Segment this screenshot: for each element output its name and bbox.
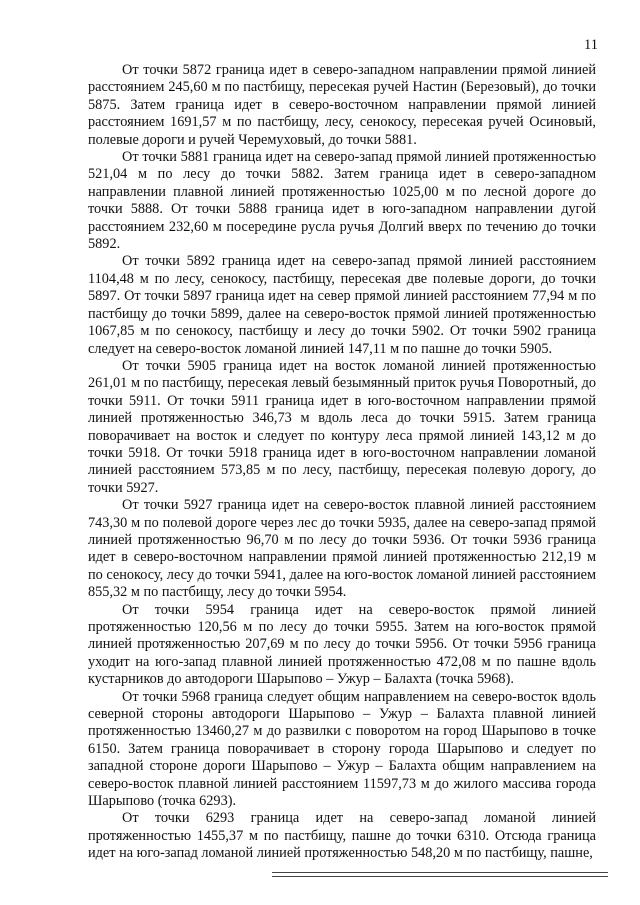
document-body	[88, 62, 596, 863]
paragraph: От точки 5927 граница идет на северо-восток плавной линией расстоянием 743,30 м по полевой дороге через лес до точки 5935, далее на северо-запад прямой линией протяженностью 96,70 м по лесу до точки 5936. От точки 5936 граница идет в северо-восточном направлении прямой линией протяженностью 212,19 м по сенокосу, лесу до точки 5941, далее на юго-восток ломаной линией расстоянием 855,32 м по пастбищу, лесу до точки 5954.	[88, 497, 596, 601]
page-number: 11	[584, 37, 598, 53]
footer-rule	[272, 872, 608, 873]
paragraph: От точки 5968 граница следует общим направлением на северо-восток вдоль северной стороны автодороги Шарыпово – Ужур – Балахта плавной линией протяженностью 13460,27 м до развилки с поворотом на город Шарыпово в точке 6150. Затем граница поворачивает в сторону города Шарыпово и следует по западной стороне дороги Шарыпово – Ужур – Балахта общим направлением на северо-восток плавной линией расстоянием 11597,73 м до жилого массива города Шарыпово (точка 6293).	[88, 688, 596, 810]
paragraph: От точки 5954 граница идет на северо-восток прямой линией протяженностью 120,56 м по лесу до точки 5955. Затем на юго-восток прямой линией протяженностью 207,69 м по лесу до точки 5956. От точки 5956 граница уходит на юго-запад плавной линией протяженностью 472,08 м по пашне вдоль кустарников до автодороги Шарыпово – Ужур – Балахта (точка 5968).	[88, 601, 596, 688]
paragraph: От точки 6293 граница идет на северо-запад ломаной линией протяженностью 1455,37 м по пастбищу, пашне до точки 6310. Отсюда граница идет на юго-запад ломаной линией протяженностью 548,20 м по пастбищу, пашне,	[88, 810, 596, 862]
paragraph: От точки 5905 граница идет на восток ломаной линией протяженностью 261,01 м по пастбищу, пересекая левый безымянный приток ручья Поворотный, до точки 5911. От точки 5911 граница идет в юго-восточном направлении прямой линией протяженностью 346,73 м вдоль леса до точки 5915. Затем граница поворачивает на восток и следует по контуру леса прямой линией 143,12 м до точки 5918. От точки 5918 граница идет в юго-восточном направлении ломаной линией расстоянием 573,85 м по лесу, пастбищу, пересекая полевую дорогу, до точки 5927.	[88, 357, 596, 496]
paragraph: От точки 5872 граница идет в северо-западном направлении прямой линией расстоянием 245,60 м по пастбищу, пересекая ручей Настин (Березовый), до точки 5875. Затем граница идет в северо-восточном направлении прямой линией расстоянием 1691,57 м по пастбищу, лесу, сенокосу, пересекая ручей Осиновый, полевые дороги и ручей Черемуховый, до точки 5881.	[88, 62, 596, 148]
footer-rule	[272, 876, 608, 877]
paragraph: От точки 5881 граница идет на северо-запад прямой линией протяженностью 521,04 м по лесу до точки 5882. Затем граница идет в северо-западном направлении плавной линией протяженностью 1025,00 м по лесной дороге до точки 5888. От точки 5888 граница идет в юго-западном направлении дугой расстоянием 232,60 м посередине русла ручья Долгий вверх по течению до точки 5892.	[88, 149, 596, 253]
paragraph: От точки 5892 граница идет на северо-запад прямой линией расстоянием 1104,48 м по лесу, сенокосу, пастбищу, пересекая две полевые дороги, до точки 5897. От точки 5897 граница идет на север прямой линией расстоянием 77,94 м по пастбищу до точки 5899, далее на северо-восток прямой линией протяженностью 1067,85 м по сенокосу, пастбищу и лесу до точки 5902. От точки 5902 граница следует на северо-восток ломаной линией 147,11 м по пашне до точки 5905.	[88, 253, 596, 357]
